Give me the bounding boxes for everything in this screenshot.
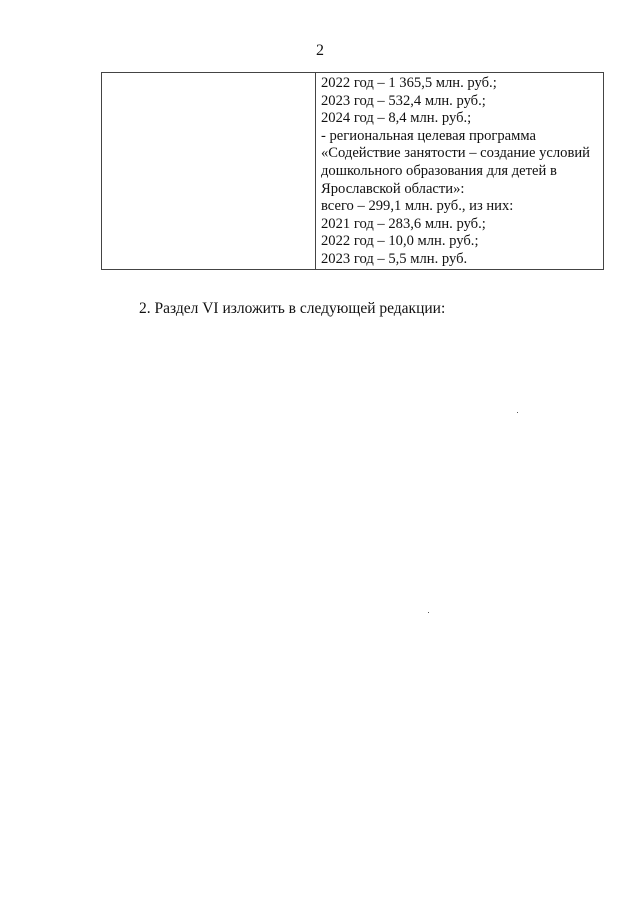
funding-line: 2022 год – 10,0 млн. руб.;	[321, 233, 479, 250]
funding-line: всего – 299,1 млн. руб., из них:	[321, 198, 514, 215]
funding-line: 2021 год – 283,6 млн. руб.;	[321, 215, 486, 232]
funding-line: 2023 год – 532,4 млн. руб.;	[321, 92, 486, 109]
scan-speck	[428, 612, 429, 613]
funding-line: - региональная целевая программа	[321, 127, 536, 144]
funding-line: «Содействие занятости – создание условий	[321, 145, 590, 162]
funding-line: Ярославской области»:	[321, 180, 465, 197]
funding-table	[101, 72, 604, 270]
funding-line: 2024 год – 8,4 млн. руб.;	[321, 110, 472, 127]
funding-line: 2023 год – 5,5 млн. руб.	[321, 250, 468, 267]
page-number: 2	[316, 42, 324, 59]
scan-speck	[517, 412, 518, 413]
table-row	[102, 73, 604, 270]
funding-line: дошкольного образования для детей в	[321, 162, 557, 179]
section-instruction: 2. Раздел VI изложить в следующей редакции:	[139, 300, 446, 317]
funding-lines	[316, 73, 603, 269]
funding-line: 2022 год – 1 365,5 млн. руб.;	[321, 75, 497, 91]
table-cell-right	[316, 73, 604, 270]
table-cell-left	[102, 73, 316, 270]
